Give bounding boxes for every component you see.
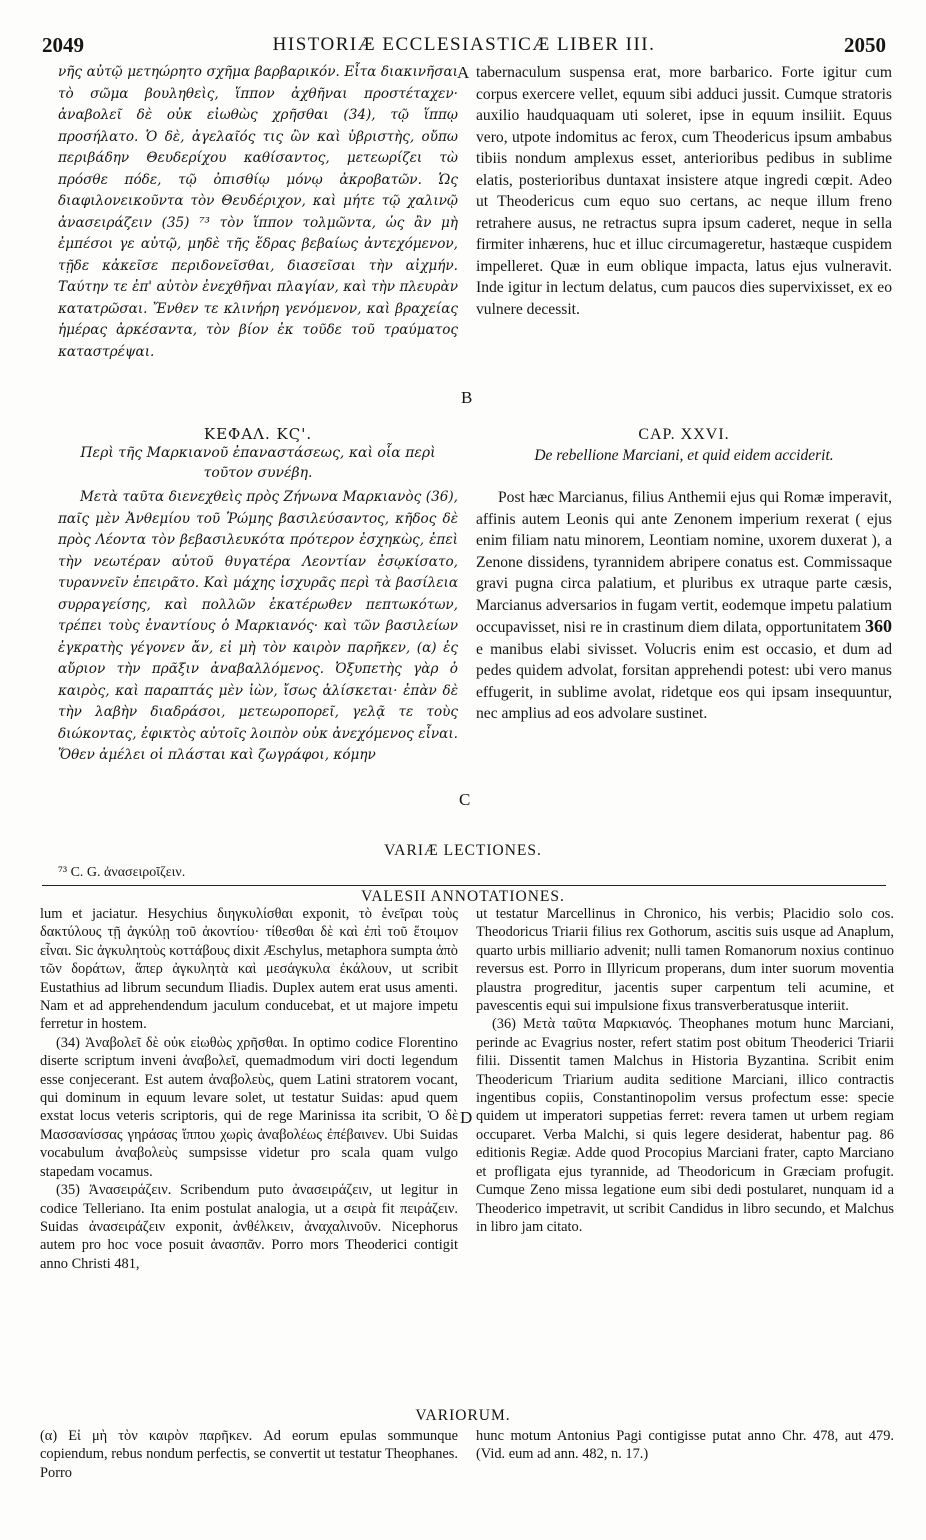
page-header bbox=[42, 33, 886, 63]
column-number: 360 bbox=[865, 616, 892, 636]
annotation-35: (35) Ἀνασειράζειν. Scribendum puto ἀνασειράζειν, ut legitur in codice Telleriano. Ita enim postulat analogia, ut a σειρὰ fit πειράζειν. Suidas ἀνασειράζειν exponit, ἀνθέλκειν, ἀναχαλινοῦν. Nicephorus autem pro hoc voce posuit ἀνασπᾶν. Porro mors Theoderici contigit anno Christi 481, bbox=[40, 1182, 458, 1272]
variorum-left-note bbox=[40, 1427, 458, 1482]
greek-paragraph-2: Μετὰ ταῦτα διενεχθεὶς πρὸς Ζήνωνα Μαρκιανὸς (36), παῖς μὲν Ἀνθεμίου τοῦ Ῥώμης βασιλεύσαντος, κῆδος δὲ πρὸς Λέοντα τὸν βεβασιλευκότα πρότερον ἐσχηκὼς, ἐπεὶ τὴν νεωτέραν αὐτοῦ θυγατέρα Λεοντίαν ἐσῳκίσατο, τυραννεῖν ἐπειρᾶτο. Καὶ μάχης ἰσχυρᾶς περὶ τὰ βασίλεια συρραγείσης, καὶ πολλῶν ἑκατέρωθεν πεπτωκότων, τρέπει τοὺς ἐναντίους ὁ Μαρκιανός· καὶ τῶν βασιλείων ἐγκρατὴς γέγονεν ἄν, εἰ μὴ τὸν καιρὸν παρῆκεν, (α) ἐς αὔριον τὴν πρᾶξιν ἀναβαλλόμενος. Ὀξυπετὴς γὰρ ὁ καιρὸς, καὶ παραπτάς μὲν ἰὼν, ἴσως ἁλίσκεται· ἐπὰν δὲ τὴν λαβὴν διαδράσοι, μετεωροπορεῖ, γελᾷ τε τοὺς διώκοντας, ἐφικτὸς αὐτοῖς λοιπὸν οὐκ ἀνεχόμενος εἶναι. Ὅθεν ἀμέλει οἱ πλάσται καὶ ζωγράφοι, κόμην bbox=[58, 489, 458, 763]
variorum-heading: VARIORUM. bbox=[415, 1407, 511, 1424]
latin-chapter-heading: CAP. XXVI. bbox=[638, 426, 730, 443]
annotations-right-column bbox=[476, 905, 894, 1236]
greek-column bbox=[58, 62, 458, 763]
latin-paragraph-2b: e manibus elabi sivisset. Volucris enim est occasio, et dum ad pedes quidem advolat, forsitan apprehendi potest: ubi vero manus effugerit, in sublime avolat, ridetque eos qui ipsam insequuntur, nec amplius ad eos advolare sustinet. bbox=[476, 640, 892, 722]
variorum-note-continued: hunc motum Antonius Pagi contigisse putat anno Chr. 478, aut 479. (Vid. eum ad ann. 482, n. 17.) bbox=[476, 1428, 894, 1463]
margin-mark-b: B bbox=[461, 388, 473, 407]
annotation-text-right: ut testatur Marcellinus in Chronico, his verbis; Placidio solo cos. Theodoricus Triarii filius rex Gothorum, ascitis suis usque ad Anaplum, quarto urbis milliario advenit; nulli tamen Romanorum noxius continuo reversus est. Porro in Illyricum properans, dum inter suorum moventia plaustra progreditur, jacentis super carpentum teli acumine, et pavescentis equi sui impulsione fixus transverberatusque interiit. bbox=[476, 906, 894, 1015]
margin-mark-c: C bbox=[459, 790, 471, 809]
latin-paragraph-2 bbox=[476, 487, 892, 725]
latin-column bbox=[476, 62, 892, 722]
annotation-36: (36) Μετὰ ταῦτα Μαρκιανός. Theophanes motum hunc Marciani, perinde ac Evagrius noster, refert statim post obitum Theoderici Triarii filii. Dissentit tamen Malchus in Historia Byzantina. Scribit enim Theodericum Triarium audita seditione Marciani, illico contractis ingentibus copiis, Constantinopolim versus profectum esse: specie quidem ut imperatori suppetias ferret: revera tamen ut urbem regiam occuparet. Verba Malchi, si quis legere desiderat, habentur pag. 86 editionis Regiæ. Adde quod Procopius Marciani frater, capto Marciano et profligata ejus tyrannide, ad Theodoricum in Græciam profugit. Cumque Zeno missa legatione eum sibi dedi postularet, nunquam id a Theoderico impetravit, ut scribit Candidus in libro secundo, et Malchus in libro jam citato. bbox=[476, 1016, 894, 1235]
latin-paragraph-2a: Post hæc Marcianus, filius Anthemii ejus qui Romæ imperavit, affinis autem Leonis qui ante Zenonem imperium rexerat ( ejus enim filiam natu minorem, Leontiam nomine, uxorem duxerat ), a Zenone dissidens, tyrannidem abripere conatus est. Commissaque gravi pugna circa palatium, et pluribus ex utraque parte cæsis, Marcianus adversarios in fugam vertit, eodemque impetu palatium occupavisset, nisi re in crastinum diem dilata, opportunitatem bbox=[476, 489, 892, 636]
variae-lectiones-heading: VARIÆ LECTIONES. bbox=[384, 842, 542, 859]
page-number-left: 2049 bbox=[42, 33, 84, 57]
page-number-right: 2050 bbox=[844, 33, 886, 57]
section-divider bbox=[42, 885, 886, 886]
variant-reading-note: ⁷³ C. G. ἀνασειροῖζειν. bbox=[58, 865, 186, 880]
greek-paragraph-1: νῆς αὐτῷ μετηώρητο σχῆμα βαρβαρικόν. Εἶτα διακινῆσαι τὸ σῶμα βουληθεὶς, ἵππον ἀχθῆναι προστέταχεν· ἀναβολεῖ δὲ οὐκ εἰωθὼς χρῆσθαι (34), τῷ ἵππῳ προσήλατο. Ὁ δὲ, ἀγελαῖός τις ὢν καὶ ὑβριστὴς, οὔπω περιβάδην Θευδερίχου καθίσαντος, μετεωρίζει τὼ πρόσθε πόδε, τῷ ὀπισθίῳ μόνῳ ἀκροβατῶν. Ὡς διαφιλονεικοῦντα τὸν Θευδέριχον, καὶ μήτε τῷ χαλινῷ ἀνασειράζειν (35) ⁷³ τὸν ἵππον τολμῶντα, ὡς ἂν μὴ ἐμπέσοι γε αὐτῷ, μηδὲ τῆς ἕδρας βεβαίως ἀντεχόμενον, τῇδε κἀκεῖσε περιδονεῖσθαι, διασεῖσαι τὴν αἰχμήν. Ταύτην τε ἐπ' αὐτὸν ἐνεχθῆναι πλαγίαν, καὶ τὴν πλευρὰν κατατρῶσαι. Ἔνθεν τε κλινήρη γενόμενον, καὶ βραχείας ἡμέρας ἀρκέσαντα, τὸν βίον ἐκ τοῦδε τοῦ τραύματος καταστρέψαι. bbox=[58, 64, 458, 360]
variorum-right-note bbox=[476, 1427, 894, 1464]
valesii-annotationes-heading: VALESII ANNOTATIONES. bbox=[361, 888, 565, 905]
running-title: HISTORIÆ ECCLESIASTICÆ LIBER III. bbox=[272, 34, 656, 55]
margin-mark-d: D bbox=[460, 1108, 473, 1127]
annotation-34: (34) Ἀναβολεῖ δὲ οὐκ εἰωθὼς χρῆσθαι. In optimo codice Florentino diserte scriptum inveni ἀναβολεῖ, quemadmodum viri docti legendum esse conjecerant. Est autem ἀναβολεὺς, quem Latini stratorem vocant, qui dominum in equum levare solet, ut testatur Suidas: apud quem exstat locus veteris scriptoris, qui de rege Marinissa ita scribit, Ὁ δὲ Μασσανίσσας γηράσας ἵππου χωρὶς ἀναβολέως ἐπέβαινεν. Ubi Suidas vocabulum ἀναβολεὺς sumpsisse videtur pro scala quam vulgo stapedam vocamus. bbox=[40, 1034, 458, 1180]
latin-paragraph-1: tabernaculum suspensa erat, more barbarico. Forte igitur cum corpus exercere vellet, equum sibi adduci jussit. Cumque stratoris auxilio haudquaquam uti soleret, ipse in equum insiliit. Equus vero, utpote indomitus ac ferox, cum Theodericus ipsum ambabus tibiis nondum amplexus esset, anterioribus pedibus in sublime elatis, posterioribus duntaxat insistere atque ingredi cœpit. Adeo ut Theodericus cum equo suo certans, ac neque illum freno retrahere ausus, ne retractus supra ipsum caderet, neque in sella firmiter inhærens, huc et illuc circumageretur, hastæque cuspidem impelleret. Quæ in eum oblique impacta, latus ejus vulneravit. Inde igitur in lectum delatus, cum paucos dies supervixisset, ex eo vulnere decessit. bbox=[476, 64, 892, 318]
variorum-note-a: (α) Εἰ μὴ τὸν καιρὸν παρῆκεν. Ad eorum epulas sommunque copiendum, rebus nondum perfectis, se convertit ut testatur Theophanes. Porro bbox=[40, 1428, 458, 1481]
annotation-text: lum et jaciatur. Hesychius διηγκυλίσθαι exponit, τὸ ἐνεῖραι τοὺς δακτύλους τῇ ἀγκύλῃ τοῦ ἀκοντίου· τίθεσθαι δὲ καὶ ἐπὶ τοῦ ἕτοιμον εἶναι. Sic ἀγκυλητοὺς κοττάβους dixit Æschylus, metaphora sumpta ἀπὸ τῶν δοράτων, ἅπερ ἀγκυλητὰ καὶ μεσάγκυλα ἐκάλουν, ut scribit Eustathius ad librum secundum Iliadis. Duplex autem erat usus amenti. Nam et ad apprehendendum jaculum conducebat, et ut majore impetu ferretur in hostem. bbox=[40, 906, 458, 1033]
greek-chapter-subtitle: Περὶ τῆς Μαρκιανοῦ ἐπαναστάσεως, καὶ οἷα περὶ τοῦτον συνέβη. bbox=[80, 445, 436, 481]
latin-chapter-subtitle: De rebellione Marciani, et quid eidem acciderit. bbox=[534, 447, 834, 464]
annotations-left-column bbox=[40, 905, 458, 1273]
margin-mark-a: A bbox=[457, 63, 470, 82]
greek-chapter-heading: ΚΕΦΑΛ. ΚϚ'. bbox=[203, 425, 313, 443]
